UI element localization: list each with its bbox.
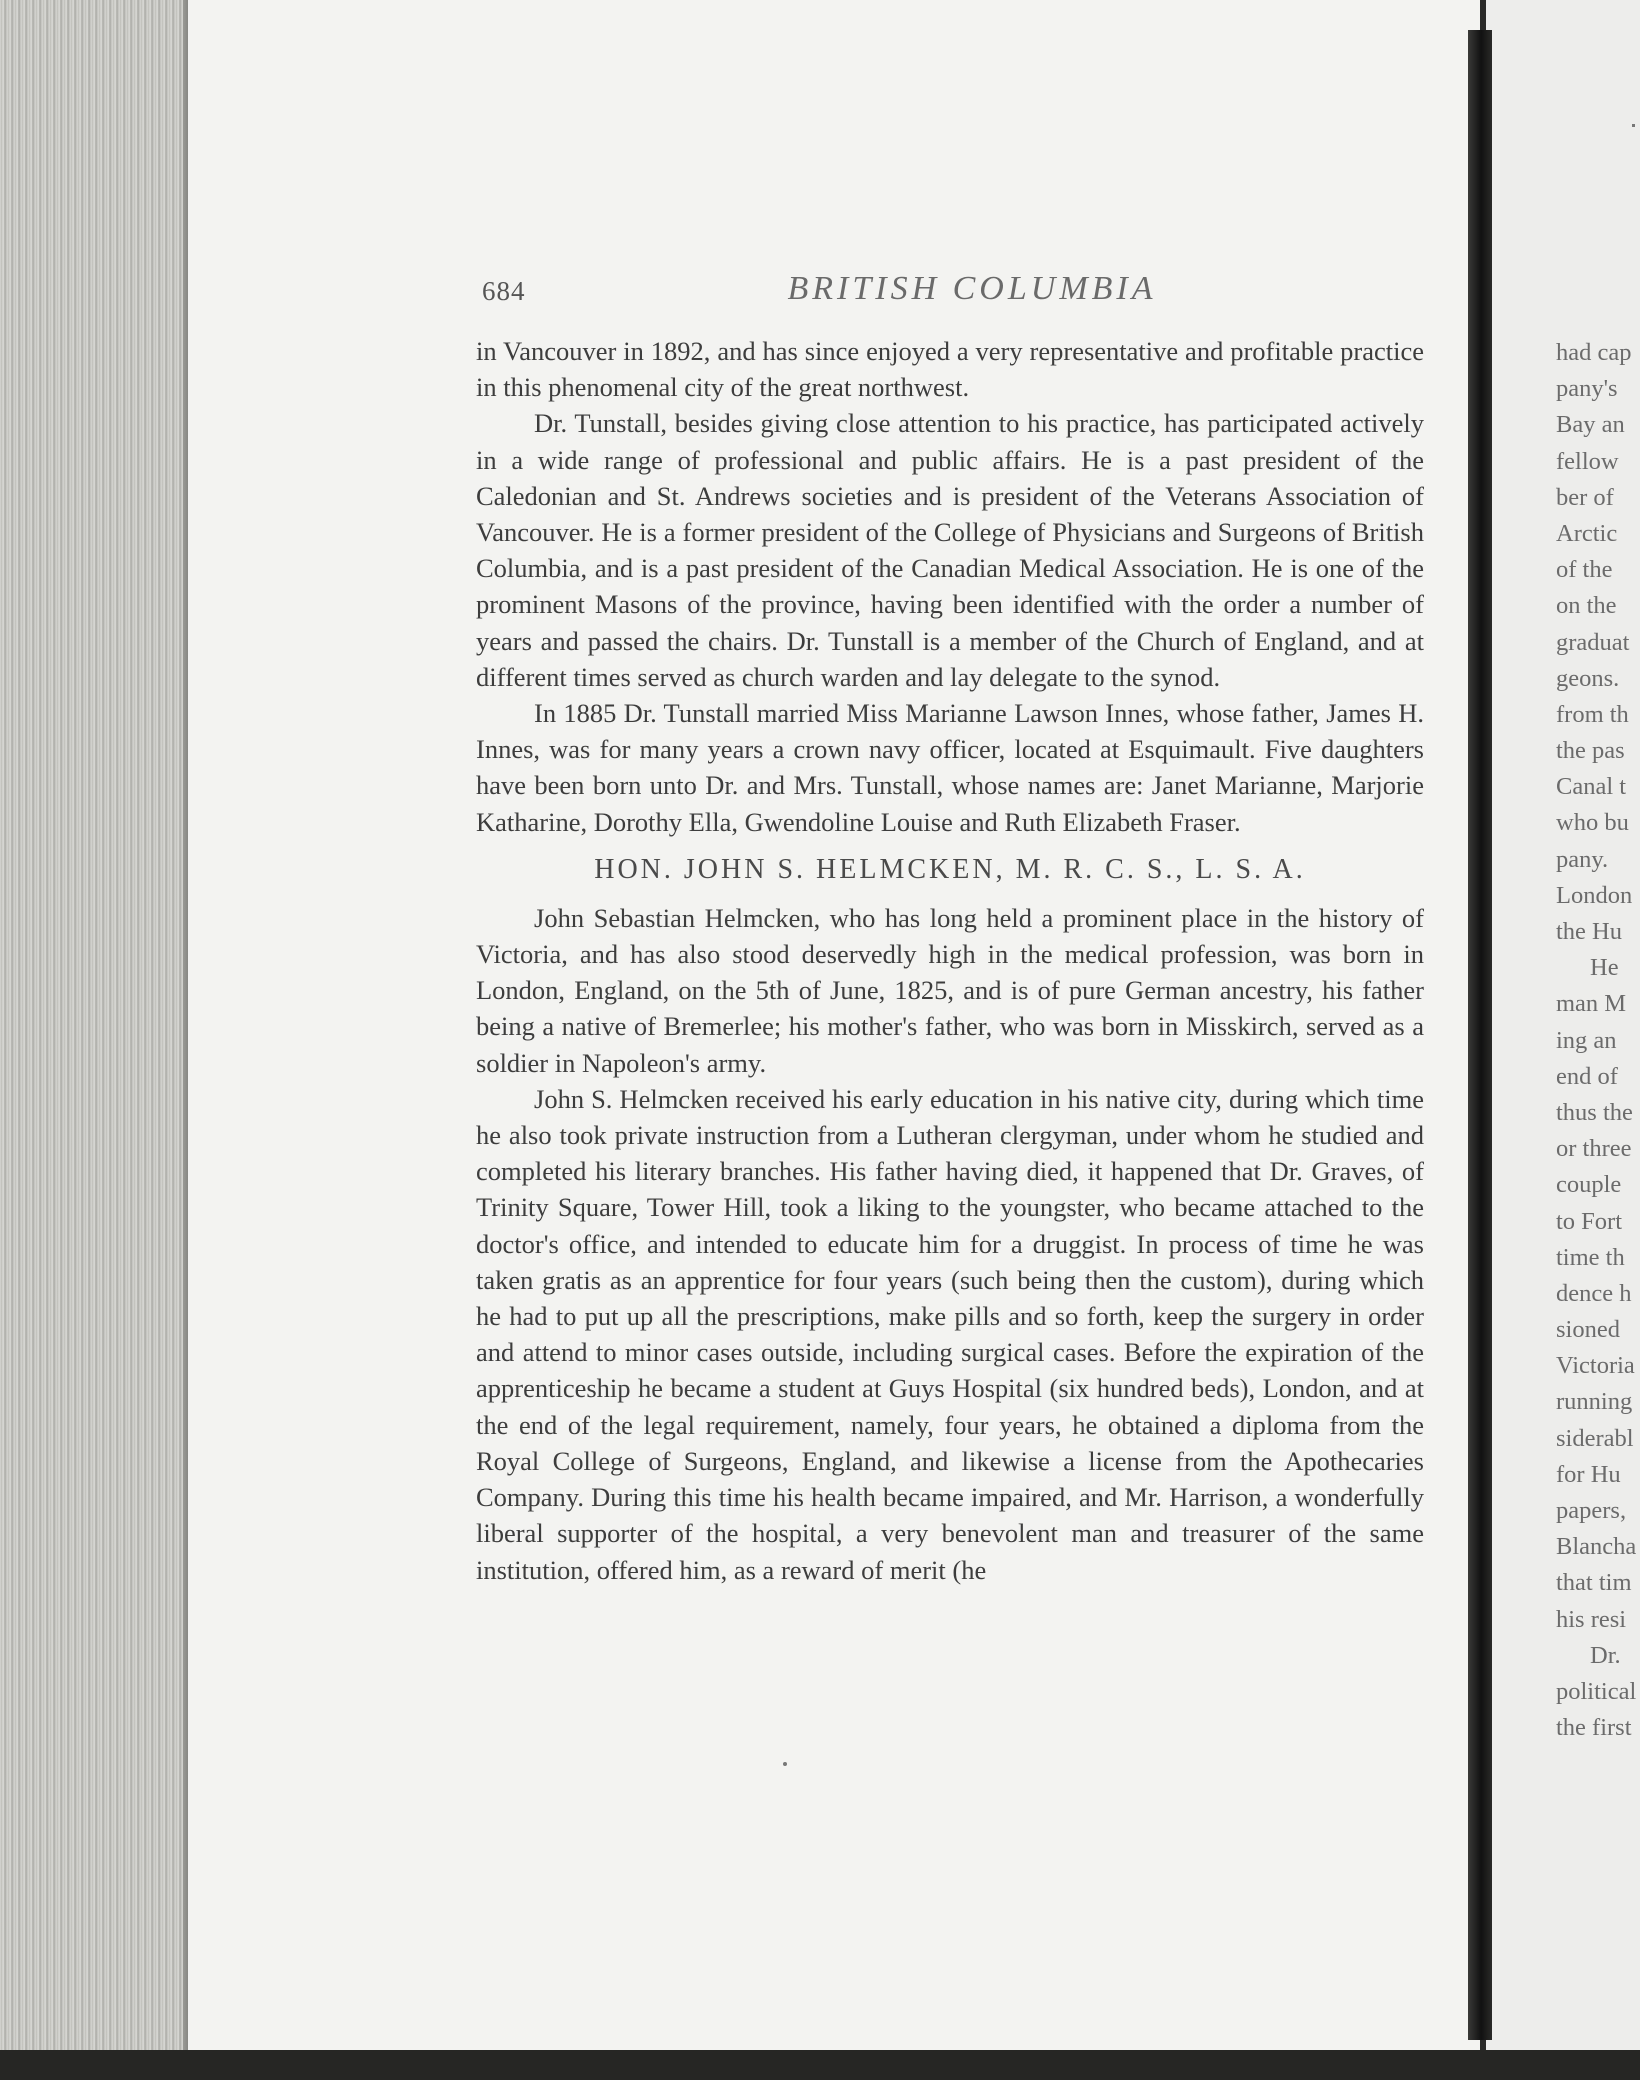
facing-page-line: papers, — [1556, 1497, 1627, 1524]
facing-page-line: He — [1590, 954, 1619, 982]
paragraph: John S. Helmcken received his early education in his native city, during which time he also took private instruction from a Lutheran clergyman, under whom he studied and completed his literary branches. His father having died, it happened that Dr. Graves, of Trinity Square, Tower Hill, took a liking to the youngster, who became attached to the doctor's office, and intended to educate him for a druggist. In process of time he was taken gratis as an apprentice for four years (such being then the custom), during which he had to put up all the prescriptions, make pills and so forth, keep the surgery in order and attend to minor cases outside, including surgical cases. Before the expiration of the apprenticeship he became a student at Guys Hospital (six hundred beds), London, and at the end of the legal requirement, namely, four years, he obtained a diploma from the Royal College of Surgeons, England, and likewise a license from the Apothecaries Company. During this time his health became impaired, and Mr. Harrison, a wonderfully liberal supporter of the hospital, a very benevolent man and treasurer of the same institution, offered him, as a reward of merit (he — [476, 1083, 1424, 1585]
facing-page-line: time th — [1556, 1243, 1625, 1271]
facing-page-line: to Fort — [1556, 1207, 1623, 1235]
facing-page-line: dence h — [1556, 1279, 1632, 1307]
facing-page-line: Bay an — [1556, 411, 1625, 439]
paragraph: in Vancouver in 1892, and has since enjoyed a very representative and profitable practice in this phenomenal city of the great northwest. — [476, 336, 1424, 403]
facing-page-line: sioned — [1556, 1316, 1620, 1344]
facing-page-line: pany's — [1556, 375, 1618, 403]
paragraph: John Sebastian Helmcken, who has long held a prominent place in the history of Victoria, and has also stood deservedly high in the medical profession, was born in London, England, on the 5th of June, 1825, and is of pure German ancestry, his father being a native of Bremerlee; his mother's father, who was born in Misskirch, served as a soldier in Napoleon's army. — [476, 902, 1424, 1078]
facing-page-line: or three — [1556, 1135, 1632, 1163]
facing-page-line: end of — [1556, 1062, 1618, 1090]
page-edges — [0, 0, 195, 2050]
page-body — [476, 333, 1424, 1588]
facing-page-line: running — [1556, 1388, 1633, 1416]
facing-page-line: from th — [1556, 700, 1629, 728]
facing-page-line: couple — [1556, 1171, 1622, 1199]
section-heading: HON. JOHN S. HELMCKEN, M. R. C. S., L. S. A. — [594, 853, 1306, 885]
facing-page-line: Dr. — [1590, 1641, 1621, 1669]
facing-page-line: for Hu — [1556, 1460, 1621, 1488]
facing-page-line: pany. — [1556, 845, 1609, 873]
facing-page-line: the pas — [1556, 737, 1625, 765]
facing-page-line: Victoria — [1556, 1352, 1635, 1380]
facing-page-line: who bu — [1556, 809, 1629, 837]
page-number: 684 — [482, 276, 526, 306]
facing-page-line: of the — [1556, 556, 1613, 584]
facing-page-line: that tim — [1556, 1569, 1632, 1597]
running-title: BRITISH COLUMBIA — [787, 270, 1157, 307]
paragraph: Dr. Tunstall, besides giving close attention to his practice, has participated actively in a wide range of professional and public affairs. He is a past president of the Caledonian and St. Andrews societies and is president of the Veterans Association of Vancouver. He is a former president of the College of Physicians and Surgeons of British Columbia, and is a past president of the Canadian Medical Association. He is one of the prominent Masons of the province, having been identified with the order a number of years and passed the chairs. Dr. Tunstall is a member of the Church of England, and at different times served as church warden and lay delegate to the synod. — [476, 408, 1424, 692]
print-mark — [783, 1762, 787, 1766]
facing-page-line: Blancha — [1556, 1533, 1637, 1561]
book-gutter — [1468, 30, 1492, 2040]
facing-page-line: siderabl — [1556, 1424, 1634, 1452]
facing-page-line: fellow — [1556, 447, 1619, 475]
facing-page-line: graduat — [1556, 628, 1630, 656]
facing-page-line: ing an — [1556, 1026, 1617, 1054]
facing-page-line: geons. — [1556, 664, 1620, 692]
paragraph: In 1885 Dr. Tunstall married Miss Marianne Lawson Innes, whose father, James H. Innes, was for many years a crown navy officer, located at Esquimault. Five daughters have been born unto Dr. and Mrs. Tunstall, whose names are: Janet Marianne, Marjorie Katharine, Dorothy Ella, Gwendoline Louise and Ruth Elizabeth Fraser. — [476, 698, 1424, 837]
facing-page-line: ber of — [1556, 483, 1614, 511]
print-mark — [1632, 124, 1635, 127]
facing-page-line: man M — [1556, 990, 1627, 1018]
facing-page-line: the Hu — [1556, 918, 1622, 945]
facing-page-line: the first — [1556, 1714, 1632, 1742]
facing-page-line: London — [1556, 881, 1633, 909]
facing-page-line: his resi — [1556, 1605, 1627, 1633]
facing-page-line: thus the — [1556, 1098, 1633, 1126]
facing-page-line: Canal t — [1556, 773, 1627, 801]
scan-bottom-band — [0, 2050, 1640, 2080]
facing-page-line: Arctic — [1556, 519, 1618, 547]
running-head — [482, 270, 1424, 316]
facing-page-text — [1556, 335, 1640, 1746]
facing-page-line: had cap — [1556, 339, 1632, 366]
facing-page-line: on the — [1556, 592, 1617, 620]
facing-page-line: political — [1556, 1677, 1637, 1705]
